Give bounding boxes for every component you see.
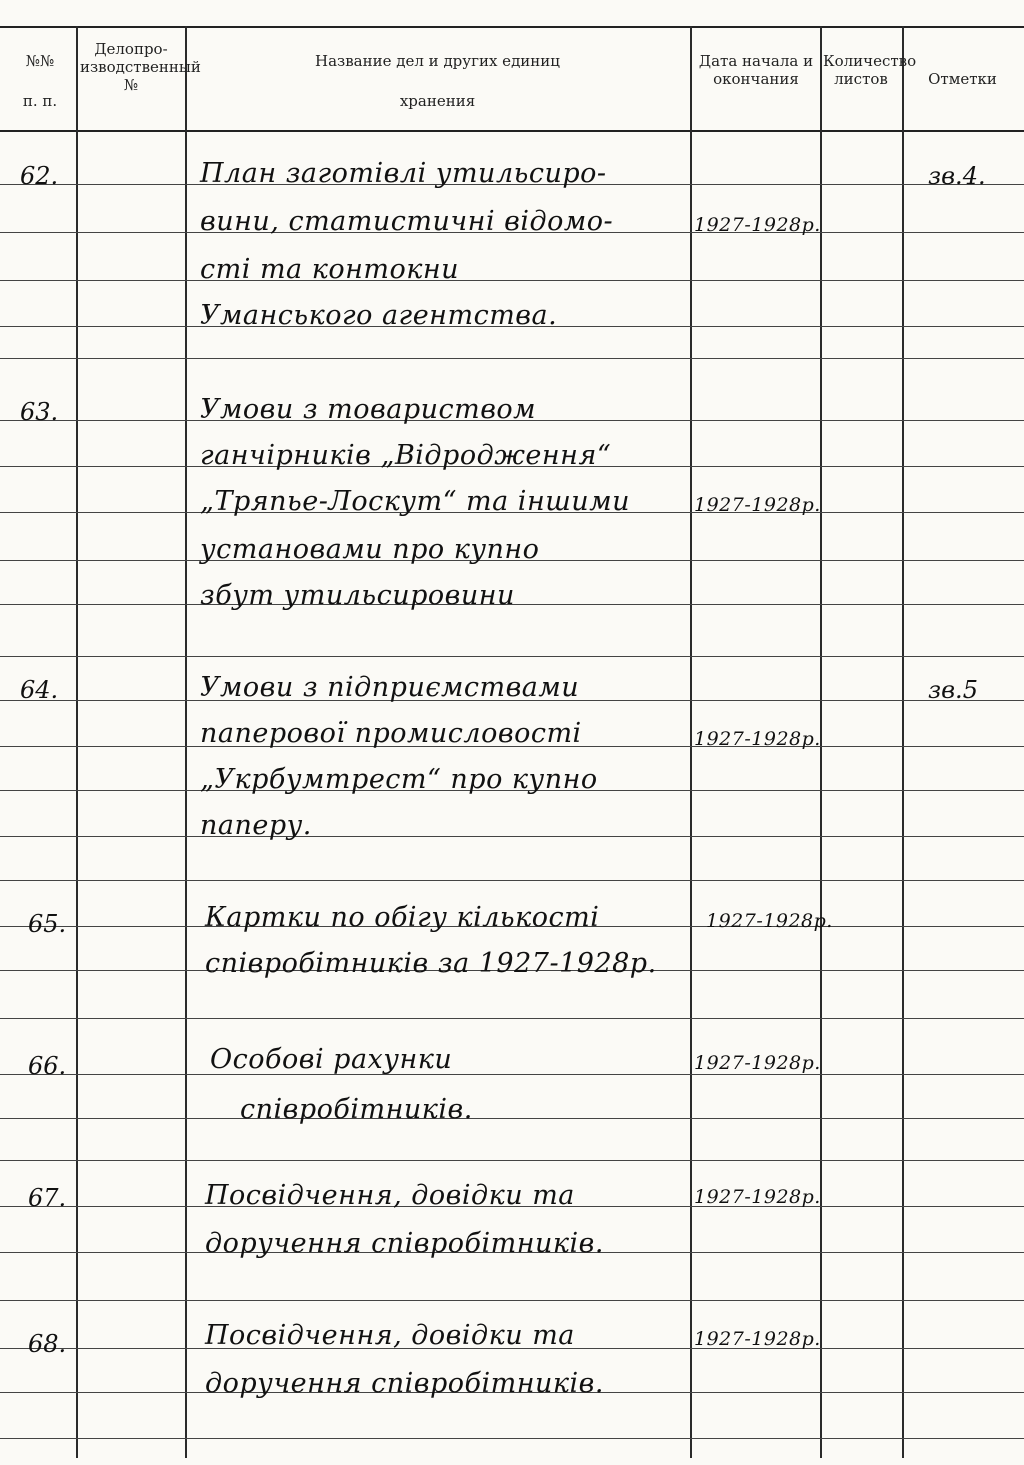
entry-title-line: співробітників за 1927-1928р. xyxy=(205,948,657,979)
header-col-sheets: Количество листов xyxy=(823,52,917,88)
entry-title-line: Посвідчення, довідки та xyxy=(205,1180,575,1211)
header-rule xyxy=(0,130,1024,132)
ruled-line xyxy=(0,836,1024,837)
entry-title-line: „Тряпье-Лоскут“ та іншими xyxy=(200,486,630,517)
entry-title-line: збут утильсировини xyxy=(200,580,515,611)
entry-date: 1927-1928р. xyxy=(706,910,833,932)
entry-number: 62. xyxy=(20,162,59,190)
entry-title-line: ганчірників „Відродження“ xyxy=(200,440,612,471)
column-divider-file xyxy=(185,26,187,1458)
entry-title-line: доручення співробітників. xyxy=(205,1368,604,1399)
header-col-no xyxy=(10,52,70,110)
header-col-title xyxy=(190,52,685,110)
entry-date: 1927-1928р. xyxy=(694,494,821,516)
entry-title-line: „Укрбумтрест“ про купно xyxy=(200,764,598,795)
header-col-no-line1: №№ xyxy=(25,52,55,70)
top-rule xyxy=(0,26,1024,28)
entry-date: 1927-1928р. xyxy=(694,214,821,236)
entry-mark: зв.4. xyxy=(928,162,986,190)
entry-date: 1927-1928р. xyxy=(694,728,821,750)
entry-title-line: установами про купно xyxy=(200,534,540,565)
entry-title-line: Посвідчення, довідки та xyxy=(205,1320,575,1351)
entry-title-line: співробітників. xyxy=(240,1094,473,1125)
entry-title-line: доручення співробітників. xyxy=(205,1228,604,1259)
entry-title-line: Уманського агентства. xyxy=(200,300,558,331)
entry-mark: зв.5 xyxy=(928,676,978,704)
header-col-title-line2: хранения xyxy=(399,92,476,110)
header-col-date: Дата начала и окончания xyxy=(698,52,814,88)
ruled-line xyxy=(0,1438,1024,1439)
entry-title-line: Особові рахунки xyxy=(210,1044,453,1075)
entry-title-line: паперової промисловості xyxy=(200,718,582,749)
column-divider-sheets xyxy=(902,26,904,1458)
header-col-notes: Отметки xyxy=(928,70,997,88)
entry-title-line: сті та контокни xyxy=(200,254,460,285)
entry-title-line: Умови з товариством xyxy=(200,394,537,425)
entry-title-line: вини, статистичні відомо- xyxy=(200,206,614,237)
entry-date: 1927-1928р. xyxy=(694,1328,821,1350)
column-divider-title xyxy=(690,26,692,1458)
ruled-line xyxy=(0,1118,1024,1119)
entry-number: 68. xyxy=(28,1330,67,1358)
ruled-line xyxy=(0,1018,1024,1019)
entry-title-line: паперу. xyxy=(200,810,312,841)
entry-date: 1927-1928р. xyxy=(694,1052,821,1074)
ruled-line xyxy=(0,280,1024,281)
header-col-title-line1: Название дел и других единиц xyxy=(315,52,560,70)
ruled-line xyxy=(0,1300,1024,1301)
header-col-no-line2: п. п. xyxy=(22,92,58,110)
ruled-line xyxy=(0,656,1024,657)
entry-title-line: План заготівлі утильсиро- xyxy=(200,158,607,189)
entry-number: 63. xyxy=(20,398,59,426)
ruled-line xyxy=(0,1074,1024,1075)
entry-number: 65. xyxy=(28,910,67,938)
header-col-file-no: Делопро-изводственный № xyxy=(80,40,201,94)
entry-title-line: Картки по обігу кількості xyxy=(205,902,600,933)
ruled-line xyxy=(0,880,1024,881)
entry-date: 1927-1928р. xyxy=(694,1186,821,1208)
entry-number: 66. xyxy=(28,1052,67,1080)
entry-number: 67. xyxy=(28,1184,67,1212)
column-divider-no xyxy=(76,26,78,1458)
ruled-line xyxy=(0,1160,1024,1161)
entry-title-line: Умови з підприємствами xyxy=(200,672,580,703)
entry-number: 64. xyxy=(20,676,59,704)
ruled-line xyxy=(0,358,1024,359)
